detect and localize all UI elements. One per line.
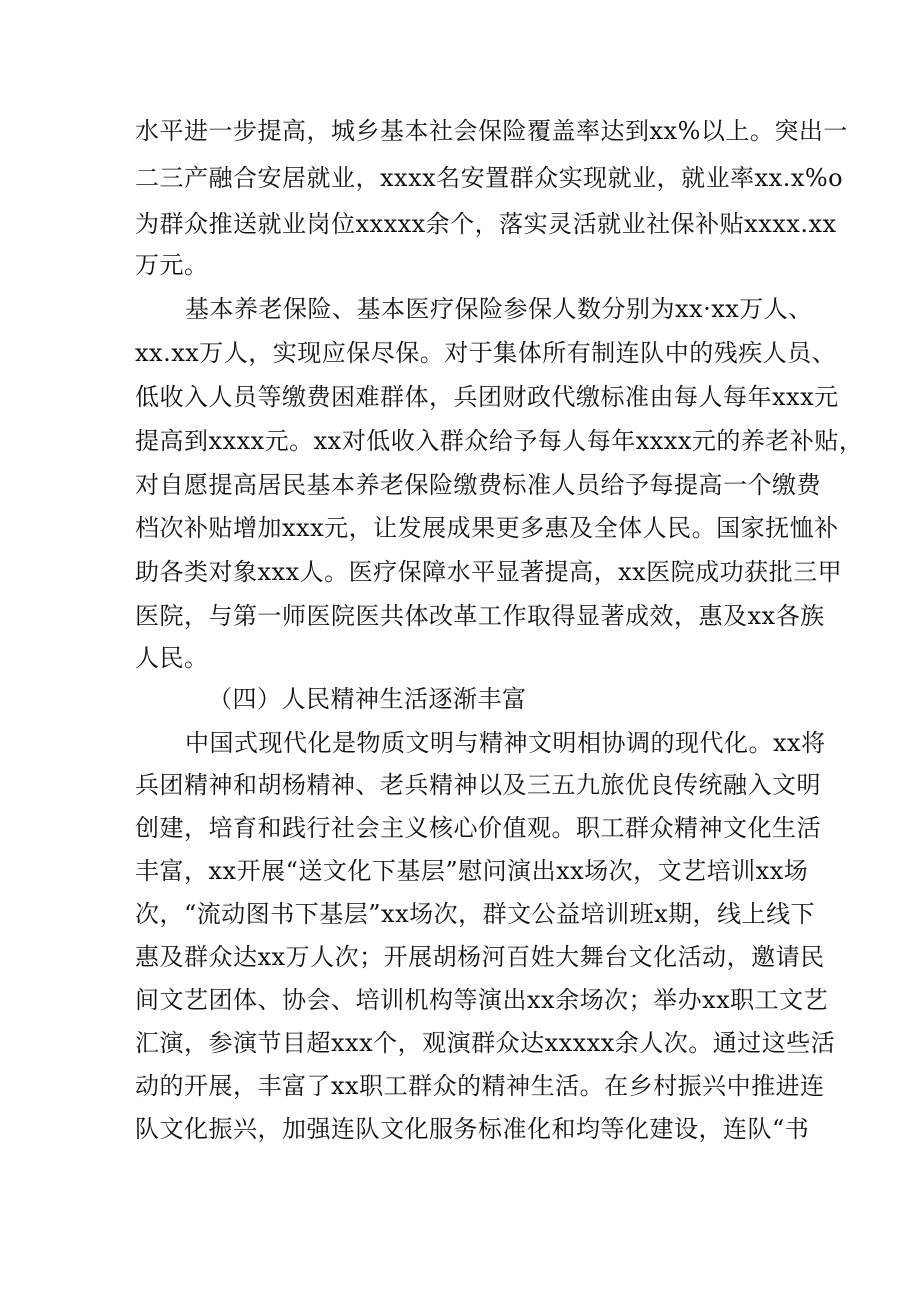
text-line: 队文化振兴，加强连队文化服务标准化和均等化建设，连队“书 [135,1115,810,1143]
text-line: 次，“流动图书下基层”xx场次，群文公益培训班x期，线上线下 [135,900,816,928]
text-line: 对自愿提高居民基本养老保险缴费标准人员给予每提高一个缴费 [135,471,821,499]
text-line: 水平进一步提高，城乡基本社会保险覆盖率达到xx%以上。突出一 [135,117,848,145]
text-line: 汇演，参演节目超xxx个，观演群众达xxxxx余人次。通过这些活 [135,1029,836,1057]
text-line: 医院，与第一师医院医共体改革工作取得显著成效，惠及xx各族 [135,602,825,630]
text-line: 人民。 [135,644,209,672]
text-line: 丰富，xx开展“送文化下基层”慰问演出xx场次，文艺培训xx场 [135,857,809,885]
text-line: 为群众推送就业岗位xxxxx余个，落实灵活就业社保补贴xxxx.xx [135,210,837,238]
text-line: 档次补贴增加xxx元，让发展成果更多惠及全体人民。国家抚恤补 [135,514,839,542]
section-heading: （四）人民精神生活逐渐丰富 [208,685,527,713]
text-line: xx.xx万人，实现应保尽保。对于集体所有制连队中的残疾人员、 [135,339,837,367]
text-line: 万元。 [135,251,209,279]
text-line: 创建，培育和践行社会主义核心价值观。职工群众精神文化生活 [135,814,821,842]
text-line: 惠及群众达xx万人次；开展胡杨河百姓大舞台文化活动，邀请民 [135,943,825,971]
text-line: 助各类对象xxx人。医疗保障水平显著提高，xx医院成功获批三甲 [135,558,843,586]
text-line: 兵团精神和胡杨精神、老兵精神以及三五九旅优良传统融入文明 [135,771,821,799]
text-line: 间文艺团体、协会、培训机构等演出xx余场次；举办xx职工文艺 [135,986,829,1014]
text-line: 低收入人员等缴费困难群体，兵团财政代缴标准由每人每年xxx元 [135,383,839,411]
text-line: 中国式现代化是物质文明与精神文明相协调的现代化。xx将 [185,729,826,757]
text-line: 提高到xxxx元。xx对低收入群众给予每人每年xxxx元的养老补贴， [135,427,864,455]
text-line: 动的开展，丰富了xx职工群众的精神生活。在乡村振兴中推进连 [135,1072,825,1100]
text-line: 基本养老保险、基本医疗保险参保人数分别为xx·xx万人、 [185,295,813,323]
text-line: 二三产融合安居就业，xxxx名安置群众实现就业，就业率xx.x%o [135,164,844,192]
